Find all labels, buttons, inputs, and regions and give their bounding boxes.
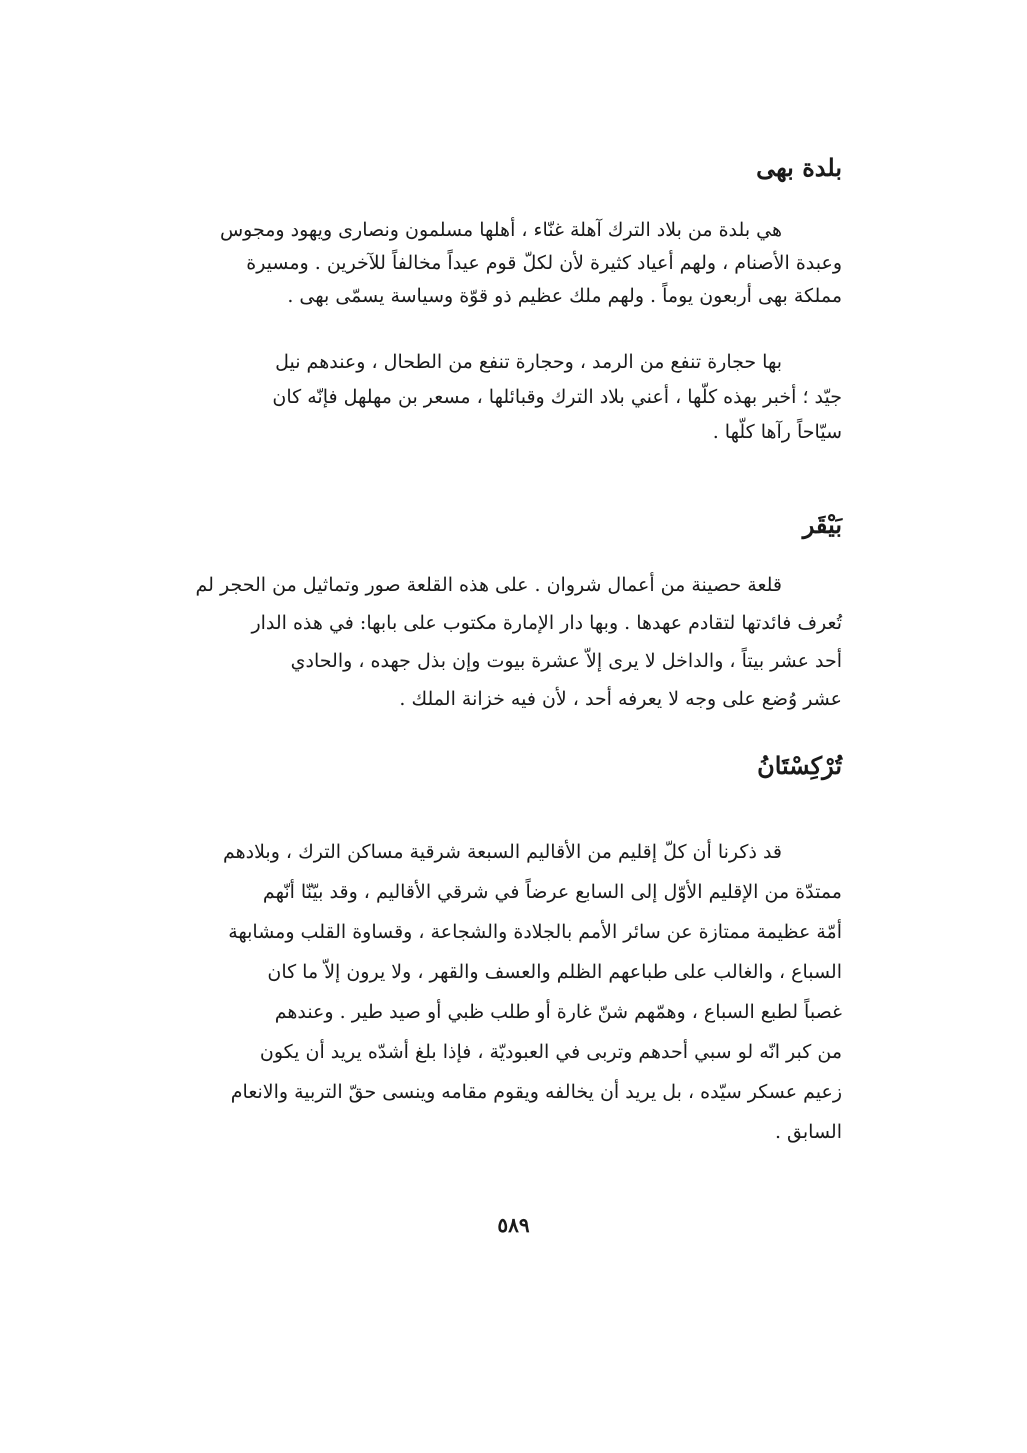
text-line: أمّة عظيمة ممتازة عن سائر الأمم بالجلادة والشجاعة ، وقساوة القلب ومشابهة <box>228 921 842 943</box>
text-line: وعبدة الأصنام ، ولهم أعياد كثيرة لأن لكلّ قوم عيداً مخالفاً للآخرين . ومسيرة <box>246 252 842 274</box>
paragraph-bayqar <box>134 566 842 718</box>
text-line: مملكة بهى أربعون يوماً . ولهم ملك عظيم ذو قوّة وسياسة يسمّى بهى . <box>287 285 842 307</box>
section-heading-turkestan: تُرْكِسْتَانُ <box>757 751 842 780</box>
text-line: أحد عشر بيتاً ، والداخل لا يرى إلاّ عشرة بيوت وإن بذل جهده ، والحادي <box>290 650 842 672</box>
text-line: قد ذكرنا أن كلّ إقليم من الأقاليم السبعة شرقية مساكن الترك ، وبلادهم <box>222 841 782 863</box>
section-heading-bahi: بلدة بهى <box>756 153 842 182</box>
text-line: عشر وُضع على وجه لا يعرفه أحد ، لأن فيه خزانة الملك . <box>399 688 842 710</box>
text-line: هي بلدة من بلاد الترك آهلة غنّاء ، أهلها مسلمون ونصارى ويهود ومجوس <box>219 219 782 241</box>
text-line: ممتدّة من الإقليم الأوّل إلى السابع عرضاً في شرقي الأقاليم ، وقد بيّنّا أنّهم <box>262 881 842 903</box>
text-line: السباع ، والغالب على طباعهم الظلم والعسف والقهر ، ولا يرون إلاّ ما كان <box>267 961 842 983</box>
page-number: ٥٨٩ <box>497 1213 530 1237</box>
section-heading-bayqar: بَيْقَر <box>802 510 842 539</box>
paragraph-bahi-1 <box>134 214 842 313</box>
text-line: جيّد ؛ أخبر بهذه كلّها ، أعني بلاد الترك وقبائلها ، مسعر بن مهلهل فإنّه كان <box>272 386 842 408</box>
text-line: بها حجارة تنفع من الرمد ، وحجارة تنفع من الطحال ، وعندهم نيل <box>275 351 782 373</box>
text-line: من كبر انّه لو سبي أحدهم وتربى في العبوديّة ، فإذا بلغ أشدّه يريد أن يكون <box>259 1041 842 1063</box>
paragraph-bahi-2 <box>134 345 842 450</box>
text-line: غصباً لطبع السباع ، وهمّهم شنّ غارة أو طلب ظبي أو صيد طير . وعندهم <box>274 1001 842 1023</box>
text-line: السابق . <box>774 1121 842 1143</box>
text-line: قلعة حصينة من أعمال شروان . على هذه القلعة صور وتماثيل من الحجر لم <box>195 574 782 596</box>
text-line: تُعرف فائدتها لتقادم عهدها . وبها دار الإمارة مكتوب على بابها: في هذه الدار <box>251 612 842 634</box>
paragraph-turkestan <box>134 832 842 1152</box>
text-line: سيّاحاً رآها كلّها . <box>712 421 842 443</box>
text-line: زعيم عسكر سيّده ، بل يريد أن يخالفه ويقوم مقامه وينسى حقّ التربية والانعام <box>230 1081 842 1103</box>
